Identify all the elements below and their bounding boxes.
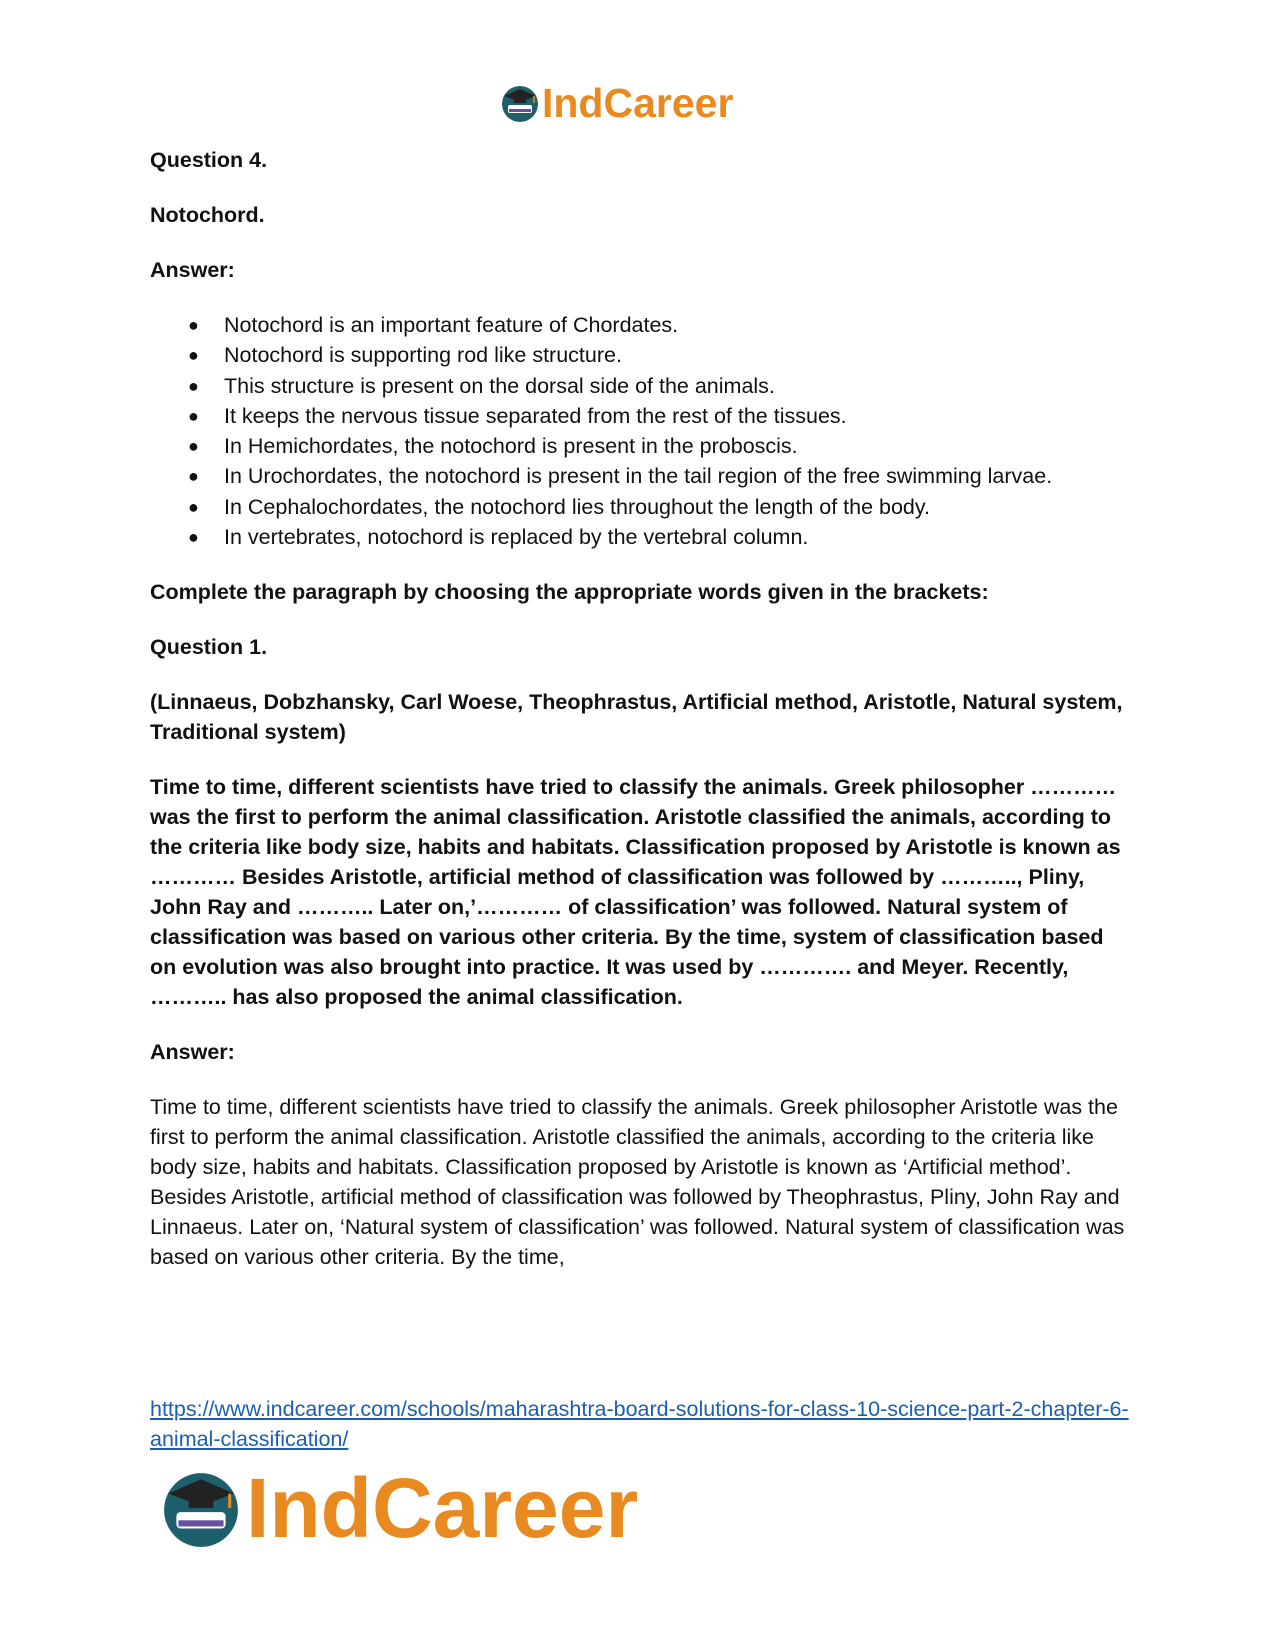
notochord-bullet-list [150, 310, 1135, 552]
bullet-icon: ● [188, 527, 199, 548]
answer-paragraph: Time to time, different scientists have tried to classify the animals. Greek philosopher Aristotle was the first to perform the animal classification. Aristotle classified the animals, according to the criteria like body size, habits and habitats. Classification proposed by Aristotle is known as ‘Artificial method’. Besides Aristotle, artificial method of classification was followed by Theophrastus, Pliny, John Ray and Linnaeus. Later on, ‘Natural system of classification’ was followed. Natural system of classification was based on various other criteria. By the time, [150, 1095, 1125, 1270]
list-item: ● It keeps the nervous tissue separated from the rest of the tissues. [150, 401, 1135, 431]
list-item: ● In Urochordates, the notochord is present in the tail region of the free swimming larvae. [150, 461, 1135, 491]
source-url-link[interactable]: https://www.indcareer.com/schools/maharashtra-board-solutions-for-class-10-science-part-2-chapter-6-animal-classification/ [150, 1397, 1129, 1451]
list-item: ● Notochord is an important feature of Chordates. [150, 310, 1135, 340]
document-body [150, 145, 1135, 1272]
list-item: ● In vertebrates, notochord is replaced by the vertebral column. [150, 522, 1135, 552]
bullet-icon: ● [188, 315, 199, 335]
brand-name-footer: IndCareer [246, 1461, 639, 1555]
bullet-icon: ● [188, 466, 199, 487]
word-options: (Linnaeus, Dobzhansky, Carl Woese, Theophrastus, Artificial method, Aristotle, Natural system, Traditional system) [150, 690, 1123, 745]
list-item: ● In Hemichordates, the notochord is present in the proboscis. [150, 431, 1135, 461]
bullet-icon: ● [188, 405, 199, 426]
brand-name: IndCareer [542, 80, 734, 126]
list-item: ● This structure is present on the dorsal side of the animals. [150, 371, 1135, 401]
bullet-icon: ● [188, 345, 199, 366]
question-4-answer-label: Answer: [150, 258, 235, 282]
section-instruction: Complete the paragraph by choosing the appropriate words given in the brackets: [150, 580, 989, 605]
question-1-answer-label: Answer: [150, 1040, 235, 1065]
question-1-heading: Question 1. [150, 635, 268, 660]
fill-in-paragraph: Time to time, different scientists have tried to classify the animals. Greek philosopher ………… was the first to perform the animal classification. Aristotle classified the animals, according to the criteria like body size, habits and habitats. Classification proposed by Aristotle is known as ………… Besides Aristotle, artificial method of classification was followed by ……….., Pliny, John Ray and ……….. Later on,’………… of classification’ was followed. Natural system of classification was based on various other criteria. By the time, system of classification based on evolution was also brought into practice. It was used by …………. and Meyer. Recently, ……….. has also proposed the animal classification. [150, 775, 1121, 1010]
graduation-cap-book-icon [500, 83, 540, 123]
header-logo [500, 82, 733, 124]
bullet-icon: ● [188, 436, 199, 457]
graduation-cap-book-icon [160, 1467, 242, 1549]
question-4-heading: Question 4. [150, 148, 268, 172]
list-item: ● In Cephalochordates, the notochord lies throughout the length of the body. [150, 492, 1135, 522]
bullet-icon: ● [188, 496, 199, 517]
question-4-topic: Notochord. [150, 203, 265, 227]
footer-logo [160, 1463, 638, 1553]
list-item: ● Notochord is supporting rod like structure. [150, 340, 1135, 370]
bullet-icon: ● [188, 375, 199, 396]
